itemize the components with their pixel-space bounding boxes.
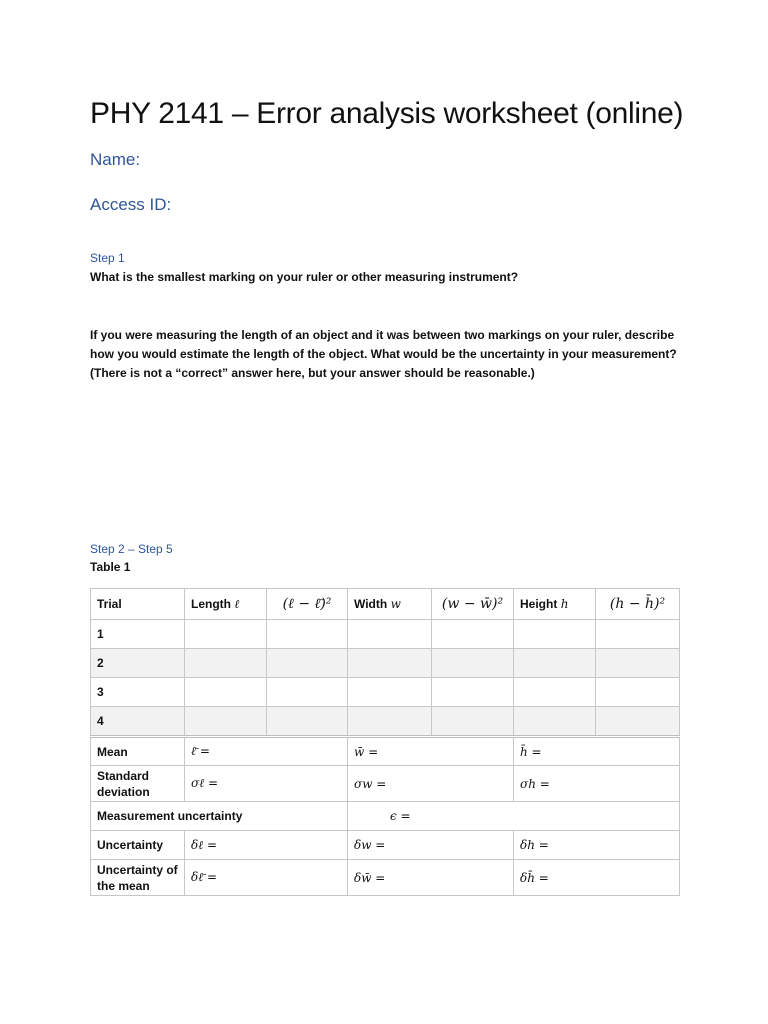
width-cell[interactable]	[348, 649, 432, 678]
uncertainty-height-formula: δh =	[520, 838, 549, 852]
std-length-formula: σℓ =	[191, 776, 219, 790]
height-deviation-cell[interactable]	[596, 649, 680, 678]
length-deviation-formula: (ℓ − ℓ̄)²	[282, 595, 332, 612]
table-header-row	[91, 589, 680, 620]
length-cell[interactable]	[185, 678, 267, 707]
std-row	[91, 766, 680, 802]
header-width-text: Width	[354, 597, 388, 611]
trial-number: 3	[91, 678, 185, 707]
header-length-symbol: ℓ	[234, 596, 240, 611]
length-deviation-cell[interactable]	[267, 649, 348, 678]
width-cell[interactable]	[348, 678, 432, 707]
uncertainty-mean-length-cell[interactable]	[185, 860, 348, 896]
height-deviation-formula: (h − h̄)²	[609, 596, 666, 612]
length-deviation-cell[interactable]	[267, 678, 348, 707]
height-deviation-cell[interactable]	[596, 620, 680, 649]
table-caption: Table 1	[90, 560, 131, 574]
step1-label: Step 1	[90, 251, 125, 265]
uncertainty-mean-length-formula: δℓ̄ =	[191, 870, 218, 884]
length-cell[interactable]	[185, 649, 267, 678]
height-cell[interactable]	[514, 620, 596, 649]
header-length-deviation	[267, 589, 348, 620]
width-cell[interactable]	[348, 620, 432, 649]
uncertainty-width-cell[interactable]	[348, 831, 514, 860]
mean-length-formula: ℓ̄ =	[191, 744, 210, 758]
header-width-deviation	[432, 589, 514, 620]
uncertainty-mean-height-formula: δh̄ =	[520, 870, 549, 885]
height-deviation-cell[interactable]	[596, 707, 680, 737]
header-height-deviation	[596, 589, 680, 620]
height-cell[interactable]	[514, 707, 596, 737]
step2-label: Step 2 – Step 5	[90, 542, 173, 556]
uncertainty-length-cell[interactable]	[185, 831, 348, 860]
measurement-uncertainty-label: Measurement uncertainty	[91, 802, 348, 831]
mean-height-cell[interactable]	[514, 737, 680, 766]
length-deviation-cell[interactable]	[267, 707, 348, 737]
width-deviation-cell[interactable]	[432, 620, 514, 649]
width-deviation-cell[interactable]	[432, 707, 514, 737]
uncertainty-of-mean-row	[91, 860, 680, 896]
table-1	[90, 588, 680, 896]
table-row-trial-3	[91, 678, 680, 707]
mean-width-cell[interactable]	[348, 737, 514, 766]
width-deviation-cell[interactable]	[432, 649, 514, 678]
mean-length-cell[interactable]	[185, 737, 348, 766]
uncertainty-mean-width-formula: δw̄ =	[354, 870, 386, 885]
uncertainty-height-cell[interactable]	[514, 831, 680, 860]
length-cell[interactable]	[185, 707, 267, 737]
header-length-text: Length	[191, 596, 231, 611]
header-width-symbol: w	[390, 597, 401, 611]
std-length-cell[interactable]	[185, 766, 348, 802]
step1-question-1: What is the smallest marking on your ruler or other measuring instrument?	[90, 270, 519, 284]
std-height-cell[interactable]	[514, 766, 680, 802]
std-width-cell[interactable]	[348, 766, 514, 802]
uncertainty-of-mean-label: Uncertainty of the mean	[91, 860, 185, 896]
length-cell[interactable]	[185, 620, 267, 649]
header-trial: Trial	[91, 589, 185, 620]
uncertainty-mean-height-cell[interactable]	[514, 860, 680, 896]
header-width	[348, 589, 432, 620]
std-height-formula: σh =	[520, 776, 550, 791]
width-deviation-formula: (w − w̄)²	[441, 596, 504, 612]
table-row-trial-4	[91, 707, 680, 737]
height-deviation-cell[interactable]	[596, 678, 680, 707]
length-deviation-cell[interactable]	[267, 620, 348, 649]
header-height-text: Height	[520, 597, 558, 611]
std-label: Standard deviation	[91, 766, 185, 802]
header-length	[185, 589, 267, 620]
step1-question-2: If you were measuring the length of an object and it was between two markings on your ruler, describe how you would estimate the length of the object. What would be the uncertainty in your measurement? (There is not a “correct” answer here, but your answer should be reasonable.)	[90, 328, 677, 380]
access-id-label: Access ID:	[90, 195, 172, 214]
name-label: Name:	[90, 150, 141, 169]
measurement-uncertainty-formula: ϵ =	[390, 809, 411, 823]
mean-row	[91, 737, 680, 766]
trial-number: 2	[91, 649, 185, 678]
table-row-trial-1	[91, 620, 680, 649]
table-row-trial-2	[91, 649, 680, 678]
std-width-formula: σw =	[354, 776, 387, 791]
mean-label: Mean	[91, 737, 185, 766]
uncertainty-row	[91, 831, 680, 860]
trial-number: 4	[91, 707, 185, 737]
mean-height-formula: h̄ =	[520, 744, 542, 759]
uncertainty-length-formula: δℓ =	[191, 837, 218, 852]
header-height	[514, 589, 596, 620]
page-title: PHY 2141 – Error analysis worksheet (online)	[90, 97, 684, 130]
width-cell[interactable]	[348, 707, 432, 737]
measurement-uncertainty-row	[91, 802, 680, 831]
height-cell[interactable]	[514, 678, 596, 707]
uncertainty-mean-width-cell[interactable]	[348, 860, 514, 896]
mean-width-formula: w̄ =	[354, 744, 379, 759]
uncertainty-width-formula: δw =	[354, 838, 386, 852]
measurement-uncertainty-cell[interactable]	[348, 802, 680, 831]
height-cell[interactable]	[514, 649, 596, 678]
width-deviation-cell[interactable]	[432, 678, 514, 707]
trial-number: 1	[91, 620, 185, 649]
header-height-symbol: h	[560, 597, 569, 611]
uncertainty-label: Uncertainty	[91, 831, 185, 860]
